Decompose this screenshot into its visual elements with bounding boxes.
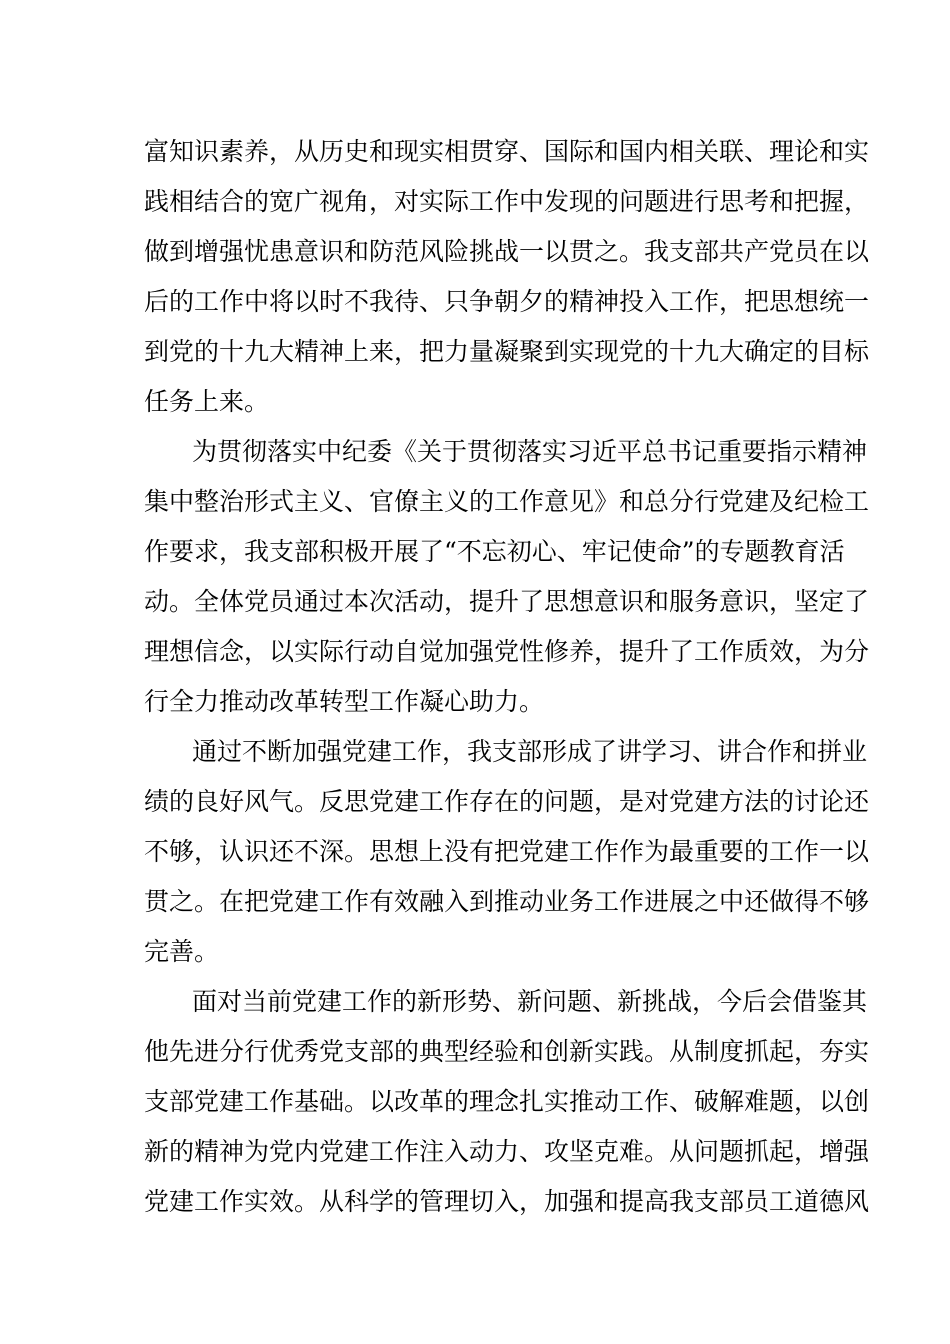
paragraph-line: 绩的良好风气。反思党建工作存在的问题，是对党建方法的讨论还: [144, 787, 870, 816]
paragraph-line: 面对当前党建工作的新形势、新问题、新挑战，今后会借鉴其: [192, 987, 868, 1016]
paragraph-line: 贯之。在把党建工作有效融入到推动业务工作进展之中还做得不够: [144, 887, 870, 916]
paragraph-line: 不够，认识还不深。思想上没有把党建工作作为最重要的工作一以: [144, 837, 870, 866]
paragraph-line: 践相结合的宽广视角，对实际工作中发现的问题进行思考和把握，: [144, 187, 870, 216]
paragraph-line: 集中整治形式主义、官僚主义的工作意见》和总分行党建及纪检工: [144, 487, 870, 516]
paragraph-3: [144, 727, 870, 977]
paragraph-line: 任务上来。: [144, 387, 270, 416]
paragraph-line: 到党的十九大精神上来，把力量凝聚到实现党的十九大确定的目标: [144, 337, 870, 366]
paragraph-line: 新的精神为党内党建工作注入动力、攻坚克难。从问题抓起，增强: [144, 1137, 870, 1166]
document-body: [144, 127, 870, 1227]
paragraph-line: 动。全体党员通过本次活动，提升了思想意识和服务意识，坚定了: [144, 587, 870, 616]
paragraph-line: 行全力推动改革转型工作凝心助力。: [144, 687, 545, 716]
paragraph-line: 党建工作实效。从科学的管理切入，加强和提高我支部员工道德风: [144, 1187, 870, 1216]
paragraph-line: 支部党建工作基础。以改革的理念扎实推动工作、破解难题，以创: [144, 1087, 870, 1116]
paragraph-line: 富知识素养，从历史和现实相贯穿、国际和国内相关联、理论和实: [144, 137, 870, 166]
paragraph-2: [144, 427, 870, 727]
paragraph-line: 通过不断加强党建工作，我支部形成了讲学习、讲合作和拼业: [192, 737, 868, 766]
paragraph-line: 后的工作中将以时不我待、只争朝夕的精神投入工作，把思想统一: [144, 287, 870, 316]
paragraph-line: 完善。: [144, 937, 220, 966]
paragraph-line: 做到增强忧患意识和防范风险挑战一以贯之。我支部共产党员在以: [144, 237, 870, 266]
paragraph-4: [144, 977, 870, 1227]
paragraph-line: 为贯彻落实中纪委《关于贯彻落实习近平总书记重要指示精神: [192, 437, 868, 466]
paragraph-line: 作要求，我支部积极开展了“不忘初心、牢记使命”的专题教育活: [144, 537, 845, 566]
paragraph-line: 理想信念，以实际行动自觉加强党性修养，提升了工作质效，为分: [144, 637, 870, 666]
paragraph-line: 他先进分行优秀党支部的典型经验和创新实践。从制度抓起，夯实: [144, 1037, 870, 1066]
paragraph-1: [144, 127, 870, 427]
